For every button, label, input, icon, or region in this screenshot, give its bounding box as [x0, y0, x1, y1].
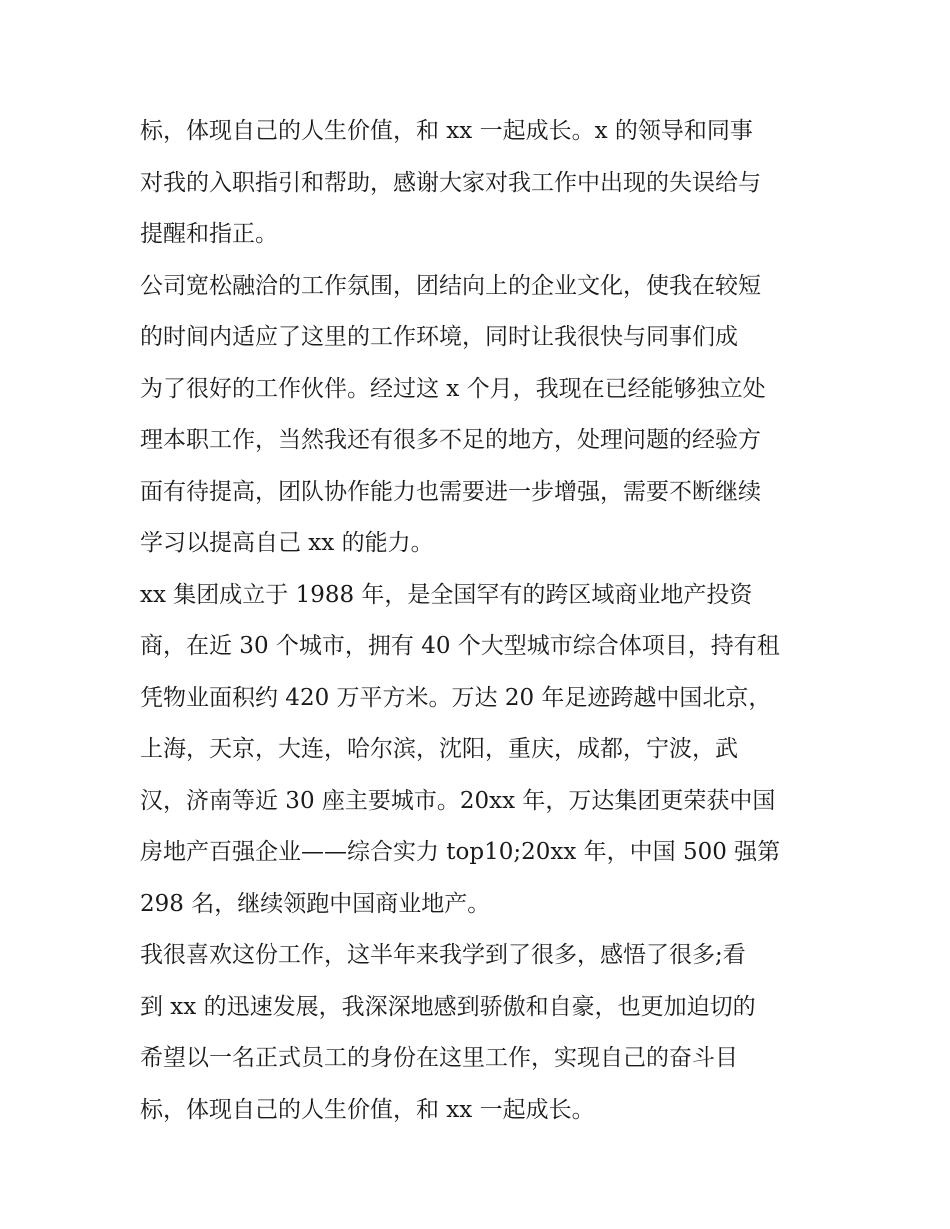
text-line: 理本职工作，当然我还有很多不足的地方，处理问题的经验方 — [140, 427, 761, 453]
text-line: 汉，济南等近 30 座主要城市。20xx 年，万达集团更荣获中国 — [140, 787, 776, 814]
text-line: 学习以提高自己 xx 的能力。 — [140, 530, 434, 556]
text-line: 标，体现自己的人生价值，和 xx 一起成长。x 的领导和同事 — [140, 118, 753, 144]
document-body — [140, 106, 820, 1136]
text-line: 希望以一名正式员工的身份在这里工作，实现自己的奋斗目 — [140, 1045, 738, 1071]
text-line: 对我的入职指引和帮助，感谢大家对我工作中出现的失误给与 — [140, 169, 761, 196]
text-line: 提醒和指正。 — [140, 221, 278, 247]
text-line: 商，在近 30 个城市，拥有 40 个大型城市综合体项目，持有租 — [140, 633, 780, 659]
text-line: 我很喜欢这份工作，这半年来我学到了很多，感悟了很多;看 — [140, 942, 746, 968]
text-line: 标，体现自己的人生价值，和 xx 一起成长。 — [140, 1096, 595, 1123]
text-line: 面有待提高，团队协作能力也需要进一步增强，需要不断继续 — [140, 478, 761, 505]
text-line: 到 xx 的迅速发展，我深深地感到骄傲和自豪，也更加迫切的 — [140, 993, 756, 1020]
text-line: 的时间内适应了这里的工作环境，同时让我很快与同事们成 — [140, 324, 738, 350]
text-line: 上海，天京，大连，哈尔滨，沈阳，重庆，成都，宁波，武 — [140, 736, 738, 762]
text-line: 公司宽松融洽的工作氛围，团结向上的企业文化，使我在较短 — [140, 272, 761, 299]
text-line: 房地产百强企业——综合实力 top10;20xx 年，中国 500 强第 — [140, 839, 781, 865]
text-line: xx 集团成立于 1988 年，是全国罕有的跨区域商业地产投资 — [140, 581, 753, 608]
text-line: 298 名，继续领跑中国商业地产。 — [140, 890, 491, 917]
text-line: 为了很好的工作伙伴。经过这 x 个月，我现在已经能够独立处 — [140, 375, 766, 402]
text-line: 凭物业面积约 420 万平方米。万达 20 年足迹跨越中国北京， — [140, 684, 772, 711]
